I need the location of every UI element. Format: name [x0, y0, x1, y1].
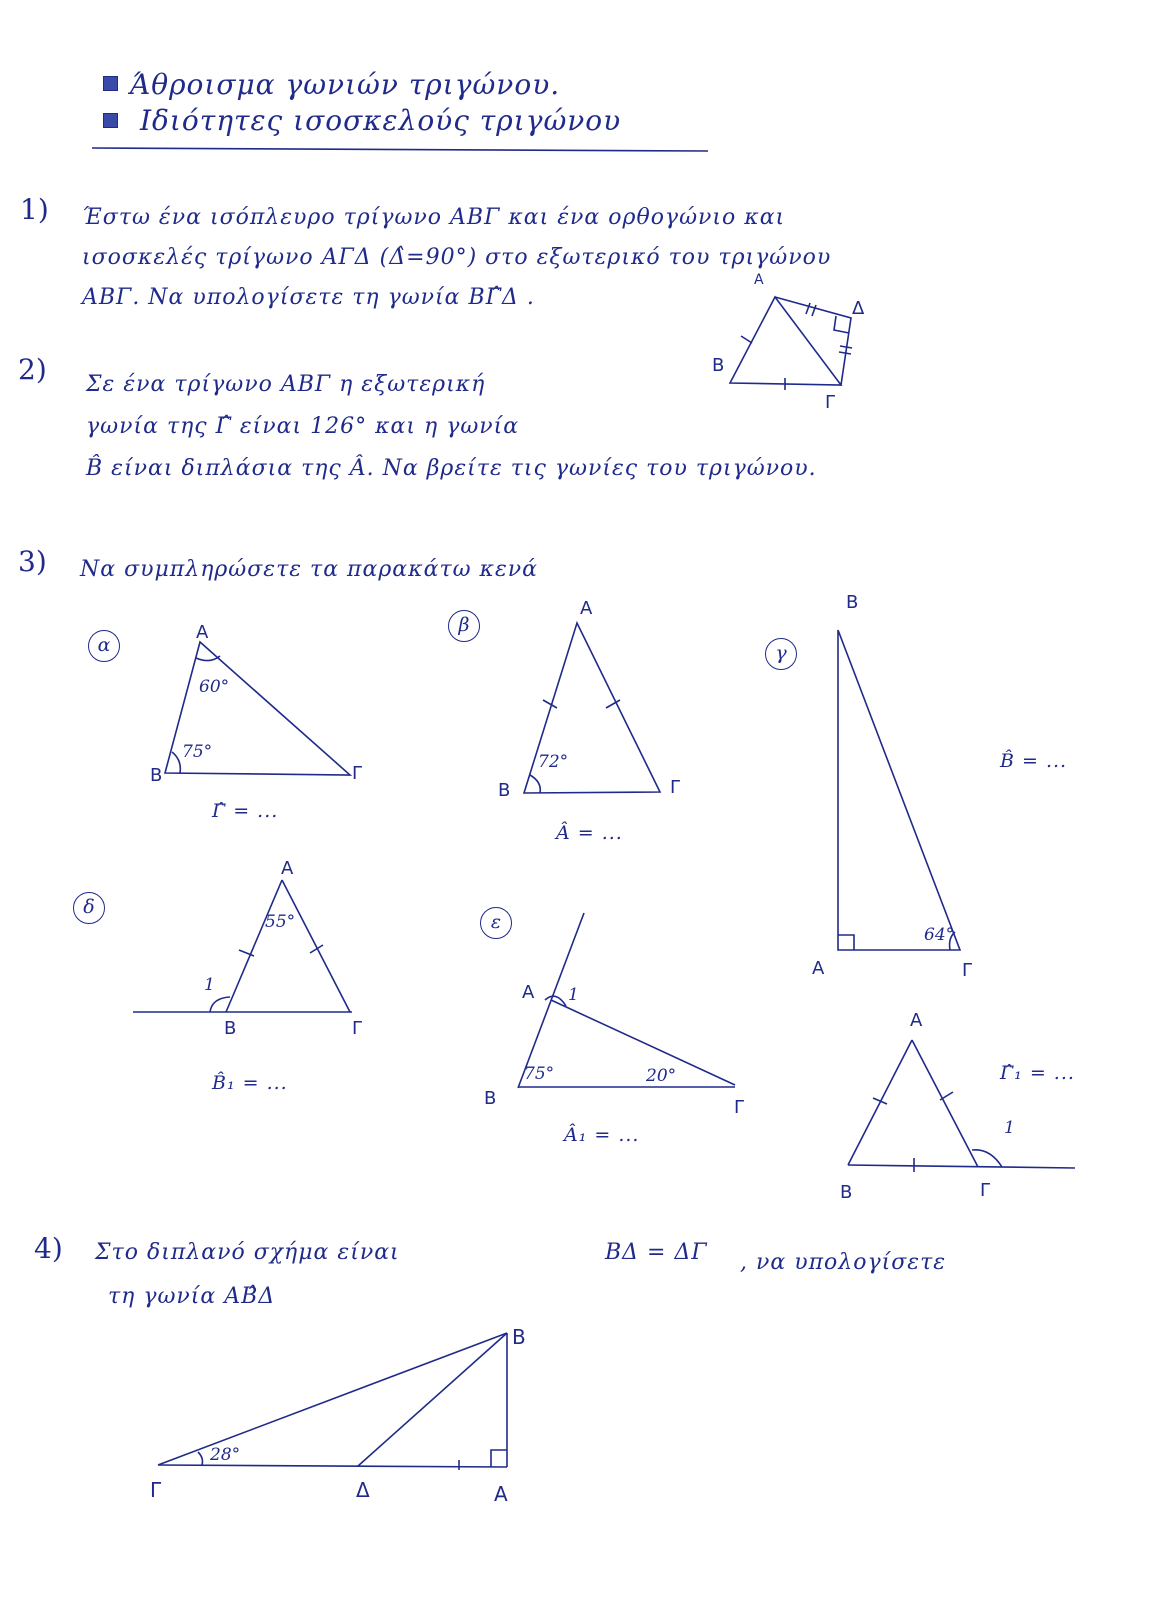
e-vertex-g-label: Γ: [734, 1097, 745, 1118]
c-angle-g-label: 64°: [924, 925, 955, 945]
c-vertex-b-label: Β: [846, 592, 859, 613]
a-triangle: [165, 642, 350, 775]
exercise-4-line-1b: ΒΔ = ΔΓ: [605, 1240, 708, 1265]
f-figure: [848, 1040, 1075, 1172]
a-vertex-a-label: Α: [196, 622, 209, 643]
exercise-2-line-2: γωνία της Γ̂ είναι 126° και η γωνία: [86, 414, 520, 439]
ex1-vertex-g-label: Γ: [825, 392, 836, 413]
b-vertex-g-label: Γ: [670, 777, 681, 798]
e-figure: [518, 913, 735, 1088]
c-vertex-g-label: Γ: [962, 960, 973, 981]
ex4-right-angle-mark: [491, 1450, 507, 1467]
e-angle-arc: [545, 996, 566, 1006]
a-angle-arc: [172, 752, 180, 773]
subpart-d-tag: δ: [73, 892, 105, 924]
a-vertex-b-label: Β: [150, 765, 163, 786]
exercise-2-number: 2): [18, 353, 47, 386]
d-side-ab: [226, 880, 282, 1012]
exercise-4-number: 4): [34, 1232, 63, 1265]
exercise-3-intro: Να συμπληρώσετε τα παρακάτω κενά: [80, 557, 539, 582]
ex4-vertex-a-label: Α: [494, 1482, 508, 1506]
subpart-e-tag: ε: [480, 907, 512, 939]
ex4-figure: [158, 1333, 507, 1470]
ex4-side-db: [358, 1333, 507, 1466]
c-figure: [838, 630, 960, 950]
f-vertex-a-label: Α: [910, 1010, 923, 1031]
f-side-ag: [912, 1040, 978, 1167]
ex4-angle-arc: [198, 1452, 203, 1465]
a-vertex-g-label: Γ: [352, 763, 363, 784]
c-question: B̂ = ...: [1000, 750, 1068, 772]
title-isosceles-properties: Ιδιότητες ισοσκελούς τριγώνου: [140, 104, 622, 137]
e-angle-1-label: 1: [568, 985, 579, 1005]
c-vertex-a-label: Α: [812, 958, 825, 979]
ex4-angle-g-label: 28°: [210, 1445, 241, 1465]
subpart-c-tag: γ: [765, 638, 797, 670]
f-vertex-b-label: Β: [840, 1182, 853, 1203]
ex1-tick: [741, 336, 752, 343]
b-angle-b-label: 72°: [538, 752, 569, 772]
ex4-base: [158, 1465, 507, 1467]
e-angle-g-label: 20°: [646, 1066, 677, 1086]
exercise-1-number: 1): [20, 193, 49, 226]
exercise-1-line-1: Έστω ένα ισόπλευρο τρίγωνο ΑΒΓ και ένα ορθογώνιο και: [82, 205, 786, 230]
e-side-ag: [551, 1000, 735, 1085]
b-figure: [524, 623, 660, 793]
exercise-2-line-3: B̂ είναι διπλάσια της Â. Να βρείτε τις γωνίες του τριγώνου.: [86, 456, 817, 481]
a-figure: [165, 642, 350, 775]
d-angle-1-label: 1: [204, 975, 215, 995]
e-angle-b-label: 75°: [524, 1064, 555, 1084]
a-angle-b-label: 75°: [182, 742, 213, 762]
exercise-2-line-1: Σε ένα τρίγωνο ΑΒΓ η εξωτερική: [86, 372, 486, 397]
f-side-ab: [848, 1040, 912, 1165]
ex1-right-angle-mark: [834, 316, 849, 333]
e-vertex-a-label: Α: [522, 982, 535, 1003]
d-figure: [133, 880, 352, 1012]
e-vertex-b-label: Β: [484, 1088, 497, 1109]
d-question: B̂₁ = ...: [212, 1072, 288, 1094]
c-triangle: [838, 630, 960, 950]
e-question: Â₁ = ...: [564, 1124, 640, 1146]
d-angle-a-label: 55°: [265, 912, 296, 932]
a-question: Γ̂ = ...: [212, 800, 279, 822]
ex1-tick: [840, 346, 852, 348]
ex1-triangle-agd: [775, 297, 851, 385]
ex1-vertex-d-label: Δ: [852, 298, 865, 319]
d-vertex-a-label: Α: [281, 858, 294, 879]
f-base-line: [848, 1165, 1075, 1168]
exercise-4-line-1c: , να υπολογίσετε: [740, 1250, 947, 1275]
c-right-angle-mark: [838, 935, 854, 950]
exercise-1-line-2: ισοσκελές τρίγωνο ΑΓΔ (Δ̂=90°) στο εξωτερικό του τριγώνου: [82, 245, 832, 270]
b-vertex-a-label: Α: [580, 598, 593, 619]
b-vertex-b-label: Β: [498, 780, 511, 801]
ex1-tick: [839, 352, 851, 354]
exercise-1-line-3: ΑΒΓ. Να υπολογίσετε τη γωνία ΒΓ̂Δ .: [82, 285, 535, 310]
ex4-vertex-b-label: Β: [512, 1325, 526, 1349]
title-angle-sum: Άθροισμα γωνιών τριγώνου.: [130, 68, 561, 101]
exercise-3-number: 3): [18, 545, 47, 578]
ex4-vertex-g-label: Γ: [150, 1478, 162, 1502]
ex1-vertex-b-label: Β: [712, 355, 725, 376]
d-side-ag: [282, 880, 350, 1012]
f-question: Γ̂₁ = ...: [1000, 1062, 1075, 1084]
b-triangle: [524, 623, 660, 793]
f-angle-1-label: 1: [1004, 1118, 1015, 1138]
header-underline: [92, 148, 708, 151]
d-vertex-g-label: Γ: [352, 1018, 363, 1039]
ex1-figure: [730, 297, 852, 390]
a-angle-a-label: 60°: [199, 677, 230, 697]
exercise-4-line-1a: Στο διπλανό σχήμα είναι: [95, 1240, 400, 1265]
ex4-side-gb: [158, 1333, 507, 1465]
b-tick: [543, 700, 557, 708]
subpart-a-tag: α: [88, 630, 120, 662]
subpart-b-tag: β: [448, 610, 480, 642]
b-question: Â = ...: [556, 822, 623, 844]
ex4-vertex-d-label: Δ: [356, 1478, 370, 1502]
ex1-tick: [806, 303, 810, 314]
d-vertex-b-label: Β: [224, 1018, 237, 1039]
ex1-vertex-a-label: Α: [754, 272, 764, 288]
f-vertex-g-label: Γ: [980, 1180, 991, 1201]
b-angle-arc: [530, 775, 540, 793]
exercise-4-line-2: τη γωνία ΑΒ̂Δ: [108, 1284, 276, 1309]
